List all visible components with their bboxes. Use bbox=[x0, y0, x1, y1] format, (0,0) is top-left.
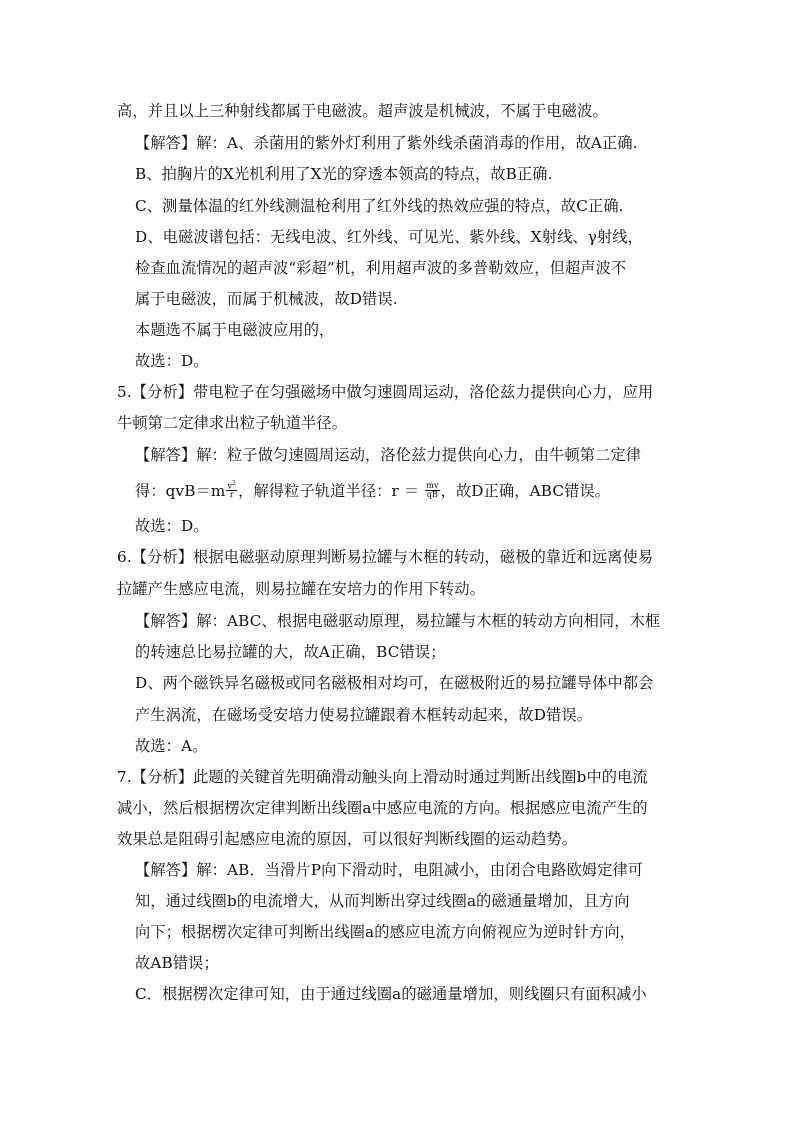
text-line: 拉罐产生感应电流，则易拉罐在安培力的作用下转动。 bbox=[117, 580, 486, 598]
text-line: 故选：D。 bbox=[135, 517, 209, 535]
text-line: C、测量体温的红外线测温枪利用了红外线的热效应强的特点，故C正确. bbox=[135, 197, 624, 215]
text-line: 知，通过线圈b的电流增大，从而判断出穿过线圈a的磁通量增加，且方向 bbox=[135, 892, 630, 910]
text-line: 7.【分析】此题的关键首先明确滑动触头向上滑动时通过判断出线圈b中的电流 bbox=[117, 768, 648, 786]
text-line: 属于电磁波，而属于机械波，故D错误. bbox=[135, 290, 398, 308]
frac1-exponent: 2 bbox=[232, 479, 237, 487]
text-line: 向下；根据楞次定律可判断出线圈a的感应电流方向俯视应为逆时针方向， bbox=[135, 923, 636, 941]
text-line: 效果总是阻碍引起感应电流的原因，可以很好判断线圈的运动趋势。 bbox=[117, 830, 578, 848]
text-line: 故选：D。 bbox=[135, 352, 209, 370]
text-line: 故AB错误； bbox=[135, 954, 219, 972]
text-line: 高，并且以上三种射线都属于电磁波。超声波是机械波，不属于电磁波。 bbox=[117, 102, 608, 120]
text-line: 牛顿第二定律求出粒子轨道半径。 bbox=[117, 414, 348, 432]
text-line: D、两个磁铁异名磁极或同名磁极相对均可，在磁极附近的易拉罐导体中都会 bbox=[135, 674, 654, 692]
text-line: 产生涡流，在磁场受安培力使易拉罐跟着木框转动起来，故D错误。 bbox=[135, 706, 593, 724]
frac2-numerator: mv bbox=[426, 480, 439, 490]
frac1-numerator: v bbox=[227, 481, 233, 491]
fraction-v2-over-r bbox=[226, 481, 237, 500]
formula-line bbox=[135, 481, 610, 501]
text-line: 的转速总比易拉罐的大，故A正确，BC错误； bbox=[135, 643, 446, 661]
frac2-denominator: qB bbox=[426, 489, 439, 499]
text-line: 6.【分析】根据电磁驱动原理判断易拉罐与木框的转动，磁极的靠近和远离使易 bbox=[117, 548, 654, 566]
text-line: B、拍胸片的X光机利用了X光的穿透本领高的特点，故B正确. bbox=[135, 165, 553, 183]
fraction-mv-over-qb bbox=[425, 482, 439, 499]
text-line: 故选：A。 bbox=[135, 737, 208, 755]
text-line: 【解答】解：粒子做匀速圆周运动，洛伦兹力提供向心力，由牛顿第二定律 bbox=[135, 446, 642, 464]
text-line: 减小，然后根据楞次定律判断出线圈a中感应电流的方向。根据感应电流产生的 bbox=[117, 799, 648, 817]
formula-prefix: 得：qvB＝m bbox=[135, 482, 226, 500]
text-line: 本题选不属于电磁波应用的， bbox=[135, 321, 335, 339]
formula-middle: ，解得粒子轨道半径：r ＝ bbox=[238, 482, 425, 500]
formula-suffix: ，故D正确，ABC错误。 bbox=[440, 482, 611, 500]
text-line: 【解答】解：A、杀菌用的紫外灯利用了紫外线杀菌消毒的作用，故A正确. bbox=[135, 134, 638, 152]
text-line: D、电磁波谱包括：无线电波、红外线、可见光、紫外线、X射线、γ射线， bbox=[135, 228, 643, 246]
text-line: 5.【分析】带电粒子在匀强磁场中做匀速圆周运动，洛伦兹力提供向心力，应用 bbox=[117, 383, 654, 401]
text-line: 检查血流情况的超声波“彩超”机，利用超声波的多普勒效应，但超声波不 bbox=[135, 259, 627, 277]
text-line: 【解答】解：ABC、根据电磁驱动原理，易拉罐与木框的转动方向相同，木框 bbox=[135, 612, 661, 630]
frac1-denominator: r bbox=[229, 490, 234, 500]
text-line: C．根据楞次定律可知，由于通过线圈a的磁通量增加，则线圈只有面积减小 bbox=[135, 985, 647, 1003]
text-line: 【解答】解：AB．当滑片P向下滑动时，电阻减小，由闭合电路欧姆定律可 bbox=[135, 861, 644, 879]
